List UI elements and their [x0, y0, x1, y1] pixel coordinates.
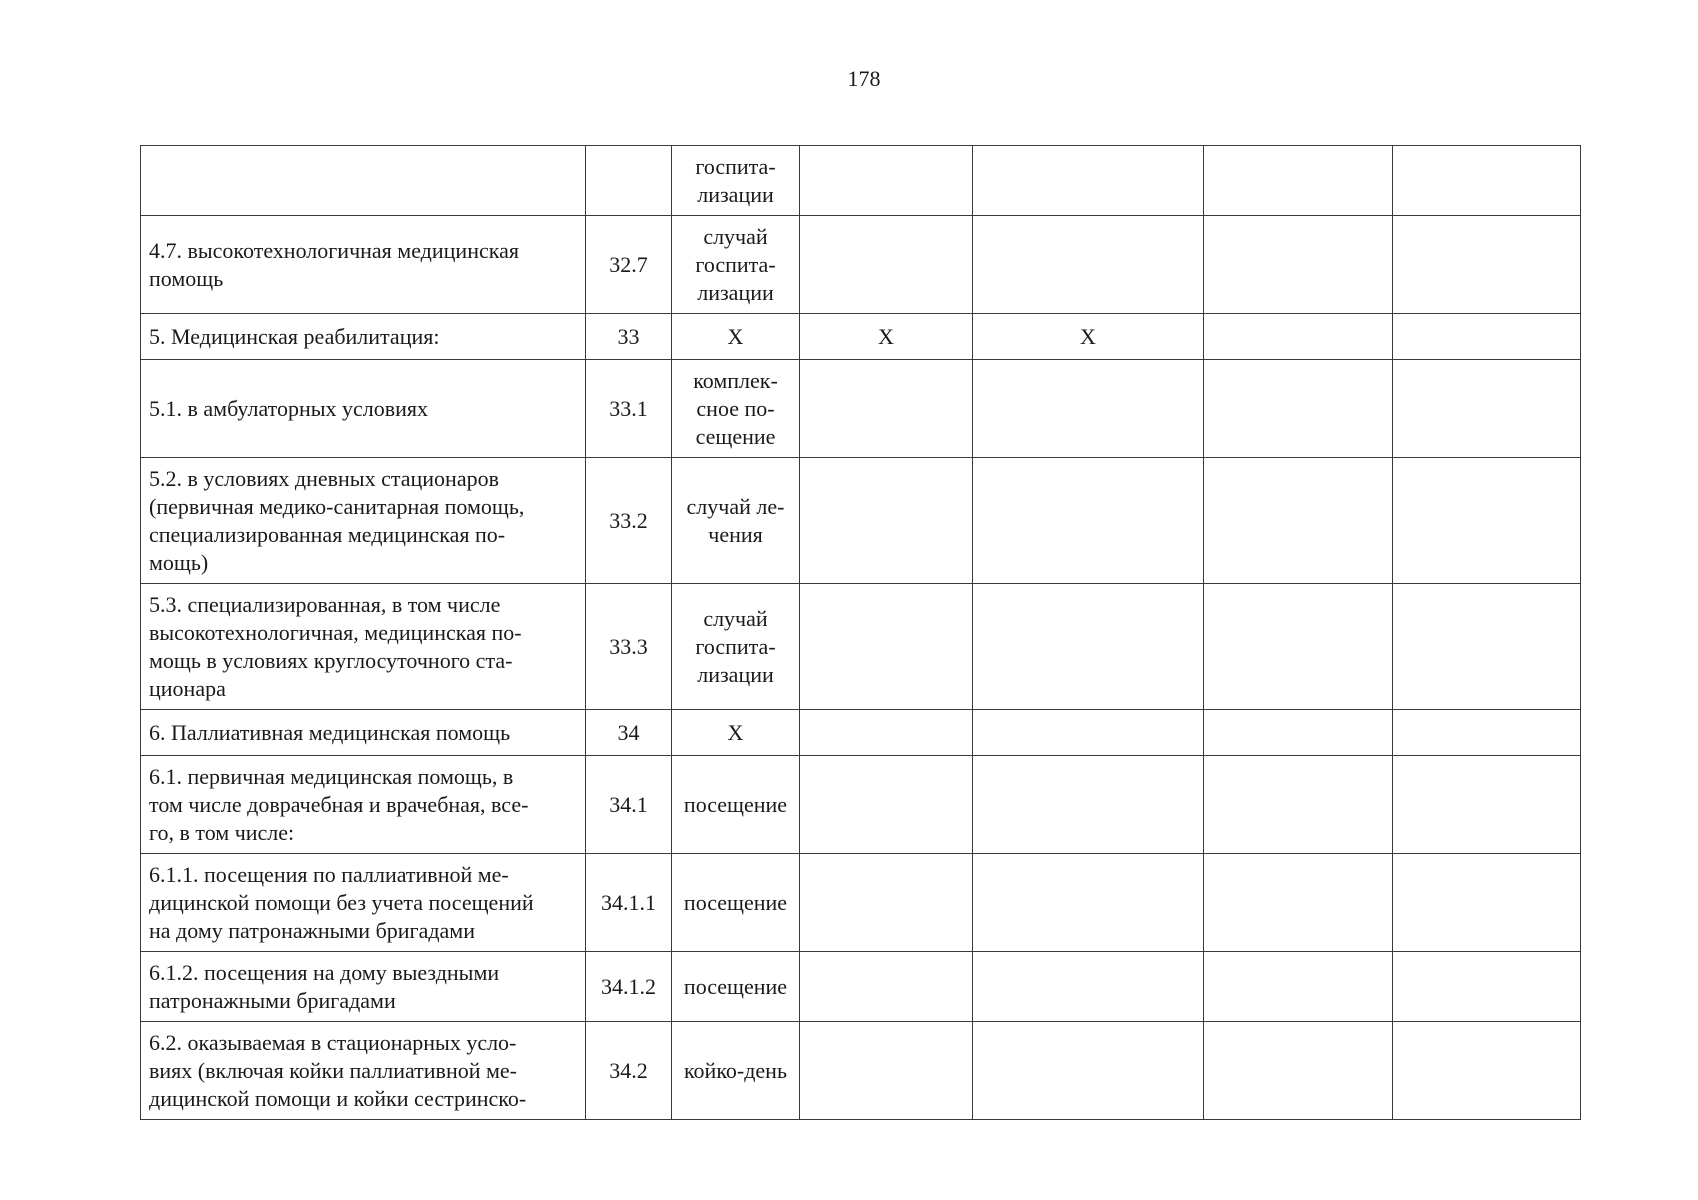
table-row — [141, 1022, 1581, 1120]
row-name-text: 4.7. высокотехнологичная медицинская помощь — [149, 237, 519, 291]
table-row — [141, 854, 1581, 952]
row-name-text: 6.1.1. посещения по паллиативной ме- дицинской помощи без учета посещений на дому патронажными бригадами — [149, 861, 534, 943]
row-code-text: 34.1.1 — [601, 889, 656, 915]
row-unit — [672, 952, 800, 1022]
row-col4-text: X — [878, 323, 894, 349]
row-unit — [672, 1022, 800, 1120]
table-row — [141, 146, 1581, 216]
row-code-text: 32.7 — [609, 251, 648, 277]
table-row — [141, 314, 1581, 360]
row-name — [141, 1022, 586, 1120]
table-row — [141, 584, 1581, 710]
table-body — [141, 146, 1581, 1120]
row-col7 — [1393, 1022, 1581, 1120]
row-unit-text: случай ле- чения — [686, 493, 785, 547]
row-col5 — [973, 710, 1204, 756]
row-code — [586, 216, 672, 314]
row-unit — [672, 756, 800, 854]
row-col5 — [973, 584, 1204, 710]
row-col7 — [1393, 854, 1581, 952]
row-col7 — [1393, 314, 1581, 360]
row-unit — [672, 458, 800, 584]
row-col4 — [800, 756, 973, 854]
row-col5 — [973, 314, 1204, 360]
row-col5 — [973, 756, 1204, 854]
row-col6 — [1204, 1022, 1393, 1120]
row-col6 — [1204, 710, 1393, 756]
row-code-text: 34.2 — [609, 1057, 648, 1083]
row-name-text: 6.2. оказываемая в стационарных усло- виях (включая койки паллиативной ме- дицинской помощи и койки сестринско- — [149, 1029, 527, 1111]
services-table — [140, 145, 1581, 1120]
row-col7 — [1393, 216, 1581, 314]
row-unit — [672, 710, 800, 756]
row-code — [586, 360, 672, 458]
row-unit — [672, 584, 800, 710]
row-name-text: 5.2. в условиях дневных стационаров (первичная медико-санитарная помощь, специализированная медицинская по- мощь) — [149, 465, 525, 575]
row-code-text: 33.2 — [609, 507, 648, 533]
row-unit-text: X — [727, 323, 744, 349]
row-col7 — [1393, 952, 1581, 1022]
row-code — [586, 146, 672, 216]
row-col5 — [973, 458, 1204, 584]
table-row — [141, 756, 1581, 854]
table-row — [141, 216, 1581, 314]
row-name — [141, 952, 586, 1022]
row-col7 — [1393, 584, 1581, 710]
row-col4 — [800, 952, 973, 1022]
row-col7 — [1393, 710, 1581, 756]
row-code-text: 33.3 — [609, 633, 648, 659]
row-code — [586, 1022, 672, 1120]
row-name-text: 5.1. в амбулаторных условиях — [149, 395, 429, 421]
row-name — [141, 458, 586, 584]
row-col7 — [1393, 360, 1581, 458]
row-col6 — [1204, 458, 1393, 584]
row-name — [141, 146, 586, 216]
row-col4 — [800, 584, 973, 710]
row-unit-text: комплек- сное по- сещение — [693, 367, 778, 449]
row-name-text: 6.1. первичная медицинская помощь, в том числе доврачебная и врачебная, все- го, в том числе: — [149, 763, 529, 845]
table-row — [141, 952, 1581, 1022]
row-unit — [672, 314, 800, 360]
row-name-text: 5.3. специализированная, в том числе высокотехнологичная, медицинская по- мощь в условиях круглосуточного ста- ционара — [149, 591, 522, 701]
table-row — [141, 710, 1581, 756]
row-code-text: 33 — [617, 323, 640, 349]
row-code — [586, 458, 672, 584]
row-unit — [672, 216, 800, 314]
row-unit-text: посещение — [683, 791, 788, 817]
row-col4 — [800, 360, 973, 458]
row-name — [141, 584, 586, 710]
row-unit — [672, 146, 800, 216]
row-unit-text: случай госпита- лизации — [695, 605, 776, 687]
table-row — [141, 458, 1581, 584]
row-name-text: 6.1.2. посещения на дому выездными патронажными бригадами — [149, 959, 500, 1013]
row-col5 — [973, 854, 1204, 952]
row-col5 — [973, 952, 1204, 1022]
row-col5-text: X — [1080, 323, 1096, 349]
row-col7 — [1393, 756, 1581, 854]
row-name — [141, 360, 586, 458]
row-code — [586, 854, 672, 952]
row-col6 — [1204, 314, 1393, 360]
row-col6 — [1204, 216, 1393, 314]
row-code-text: 34.1.2 — [601, 973, 656, 999]
table-row — [141, 360, 1581, 458]
row-code-text: 34 — [617, 719, 640, 745]
row-unit-text: госпита- лизации — [695, 153, 776, 207]
row-col6 — [1204, 756, 1393, 854]
row-col6 — [1204, 360, 1393, 458]
row-col5 — [973, 360, 1204, 458]
row-name — [141, 756, 586, 854]
row-col7 — [1393, 146, 1581, 216]
row-code-text: 34.1 — [609, 791, 648, 817]
row-unit-text: случай госпита- лизации — [695, 223, 776, 305]
row-col4 — [800, 314, 973, 360]
row-col6 — [1204, 146, 1393, 216]
row-code — [586, 584, 672, 710]
row-code — [586, 952, 672, 1022]
row-unit-text: посещение — [683, 973, 788, 999]
row-name-text: 5. Медицинская реабилитация: — [149, 323, 440, 349]
row-name — [141, 314, 586, 360]
row-code — [586, 756, 672, 854]
row-name — [141, 216, 586, 314]
row-unit-text: X — [727, 719, 744, 745]
row-col6 — [1204, 854, 1393, 952]
row-unit — [672, 854, 800, 952]
row-col4 — [800, 216, 973, 314]
row-unit — [672, 360, 800, 458]
row-col4 — [800, 1022, 973, 1120]
row-col4 — [800, 458, 973, 584]
row-col6 — [1204, 584, 1393, 710]
row-col6 — [1204, 952, 1393, 1022]
page-number: 178 — [847, 66, 881, 91]
row-col5 — [973, 216, 1204, 314]
row-col7 — [1393, 458, 1581, 584]
row-col5 — [973, 146, 1204, 216]
row-name — [141, 710, 586, 756]
row-name — [141, 854, 586, 952]
row-code — [586, 710, 672, 756]
row-col4 — [800, 710, 973, 756]
row-code — [586, 314, 672, 360]
row-code-text: 33.1 — [609, 395, 648, 421]
row-unit-text: посещение — [683, 889, 788, 915]
row-col4 — [800, 854, 973, 952]
row-unit-text: койко-день — [683, 1057, 787, 1083]
row-name-text: 6. Паллиативная медицинская помощь — [149, 719, 511, 745]
row-col5 — [973, 1022, 1204, 1120]
row-col4 — [800, 146, 973, 216]
